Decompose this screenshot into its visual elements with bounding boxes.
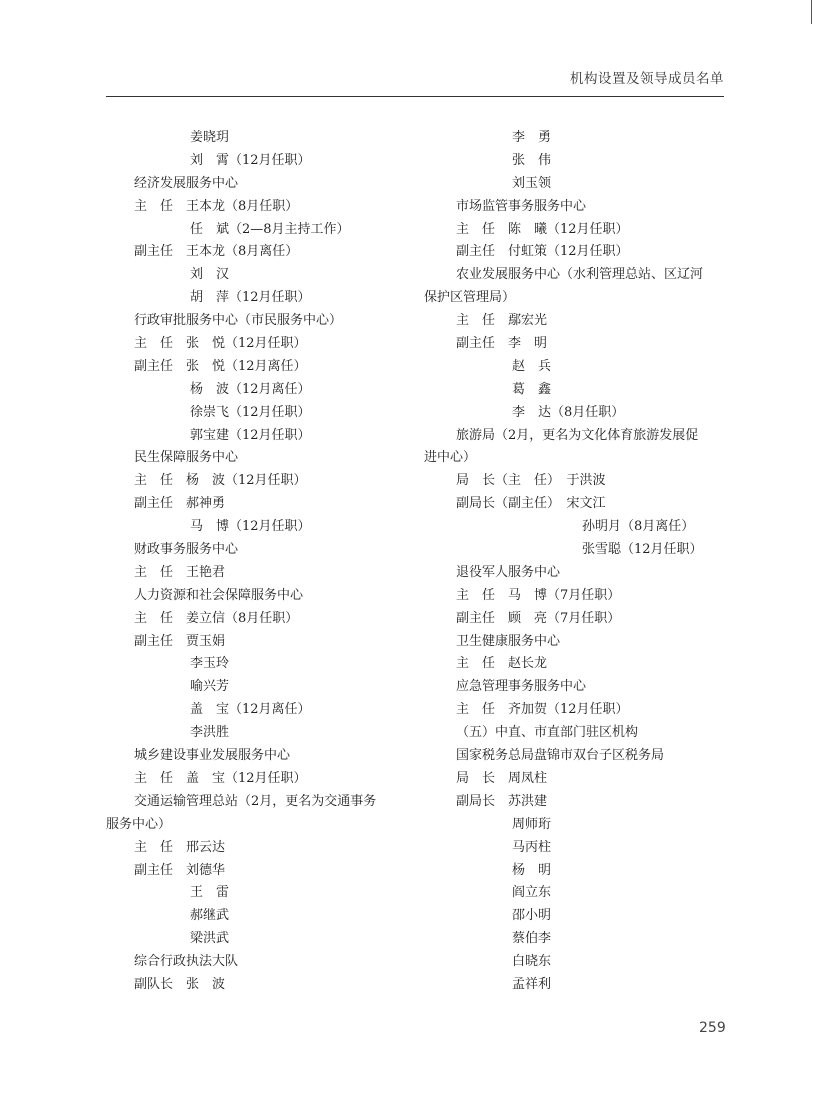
text-line: 民生保障服务中心 [134, 450, 239, 466]
text-line: 李玉玲 [190, 656, 230, 672]
corner-rule [811, 0, 812, 24]
text-line: 葛 鑫 [512, 381, 552, 397]
text-line: 李 达（8月任职） [512, 404, 625, 420]
text-line: 李洪胜 [190, 725, 230, 741]
text-line: 任 斌（2—8月主持工作） [190, 221, 350, 237]
text-line: 郝继武 [190, 908, 230, 924]
header-rule [106, 96, 724, 97]
text-line: 副主任 贾玉娟 [134, 633, 226, 649]
text-line: 杨 波（12月离任） [190, 381, 311, 397]
text-line: 阎立东 [512, 885, 552, 901]
text-line: 农业发展服务中心（水利管理总站、区辽河 [456, 267, 704, 283]
left-column [106, 127, 406, 997]
text-line: 周师珩 [512, 816, 552, 832]
text-line: 城乡建设事业发展服务中心 [134, 748, 291, 764]
text-line: 副主任 顾 亮（7月任职） [456, 610, 621, 626]
text-line: 主 任 齐加贺（12月任职） [456, 702, 629, 718]
text-line: 赵 兵 [512, 358, 552, 374]
text-line: 交通运输管理总站（2月，更名为交通事务 [134, 793, 377, 809]
text-line: 主 任 邢云达 [134, 839, 226, 855]
text-line: 退役军人服务中心 [456, 564, 561, 580]
text-line: 服务中心） [106, 816, 172, 832]
text-line: 孟祥利 [512, 976, 552, 992]
text-line: 张 伟 [512, 152, 552, 168]
text-line: 李 勇 [512, 130, 552, 145]
text-line: 盖 宝（12月离任） [190, 702, 311, 718]
text-line: 主 任 赵长龙 [456, 656, 548, 672]
text-line: 蔡伯李 [512, 931, 552, 947]
text-line: 主 任 盖 宝（12月任职） [134, 770, 307, 786]
text-line: 胡 萍（12月任职） [190, 290, 311, 306]
text-line: 主 任 鄢宏光 [456, 313, 548, 329]
text-line: 杨 明 [512, 862, 552, 878]
text-line: 梁洪武 [190, 931, 230, 947]
text-line: 主 任 杨 波（12月任职） [134, 473, 307, 489]
right-column [424, 127, 724, 997]
text-line: （五）中直、市直部门驻区机构 [456, 725, 639, 741]
text-line: 主 任 陈 曦（12月任职） [456, 221, 629, 237]
text-line: 副主任 刘德华 [134, 862, 226, 878]
text-line: 刘玉领 [512, 175, 552, 191]
text-line: 孙明月（8月离任） [582, 519, 695, 535]
text-line: 徐崇飞（12月任职） [190, 404, 311, 420]
text-line: 人力资源和社会保障服务中心 [134, 587, 304, 603]
text-line: 副主任 李 明 [456, 336, 548, 352]
text-line: 应急管理事务服务中心 [456, 679, 587, 695]
text-line: 副局长（副主任） 宋文江 [456, 496, 606, 512]
text-line: 副主任 付虹策（12月任职） [456, 244, 629, 260]
text-line: 刘 霄（12月任职） [190, 152, 311, 168]
text-line: 局 长 周凤柱 [456, 770, 548, 786]
text-line: 进中心） [424, 450, 477, 466]
text-line: 市场监管事务服务中心 [456, 198, 587, 214]
text-line: 刘 汉 [190, 267, 230, 283]
text-line: 副主任 张 悦（12月离任） [134, 358, 307, 374]
text-line: 卫生健康服务中心 [456, 633, 561, 649]
text-line: 主 任 张 悦（12月任职） [134, 336, 307, 352]
text-line: 副局长 苏洪建 [456, 793, 548, 809]
text-line: 经济发展服务中心 [134, 175, 239, 191]
running-header-title: 机构设置及领导成员名单 [570, 71, 724, 87]
page-number: 259 [699, 1020, 726, 1036]
text-line: 局 长（主 任） 于洪波 [456, 473, 606, 489]
text-line: 马 博（12月任职） [190, 519, 311, 535]
text-line: 综合行政执法大队 [134, 954, 239, 970]
text-line: 王 雷 [190, 885, 230, 901]
text-line: 主 任 王艳君 [134, 564, 226, 580]
text-line: 国家税务总局盘锦市双台子区税务局 [456, 748, 665, 764]
text-line: 副主任 郝神勇 [134, 496, 226, 512]
text-line: 副主任 王本龙（8月离任） [134, 244, 299, 260]
text-line: 保护区管理局） [424, 290, 516, 306]
text-line: 马丙柱 [512, 839, 552, 855]
text-line: 张雪聪（12月任职） [582, 542, 703, 558]
text-line: 姜晓玥 [190, 130, 230, 145]
text-line: 副队长 张 波 [134, 976, 226, 992]
text-line: 旅游局（2月，更名为文化体育旅游发展促 [456, 427, 699, 443]
text-line: 郭宝建（12月任职） [190, 427, 311, 443]
text-line: 主 任 王本龙（8月任职） [134, 198, 299, 214]
text-line: 主 任 姜立信（8月任职） [134, 610, 299, 626]
text-line: 行政审批服务中心（市民服务中心） [134, 313, 343, 329]
text-line: 白晓东 [512, 954, 552, 970]
text-line: 主 任 马 博（7月任职） [456, 587, 621, 603]
text-line: 喻兴芳 [190, 679, 230, 695]
text-line: 邵小明 [512, 908, 552, 924]
text-line: 财政事务服务中心 [134, 542, 239, 558]
